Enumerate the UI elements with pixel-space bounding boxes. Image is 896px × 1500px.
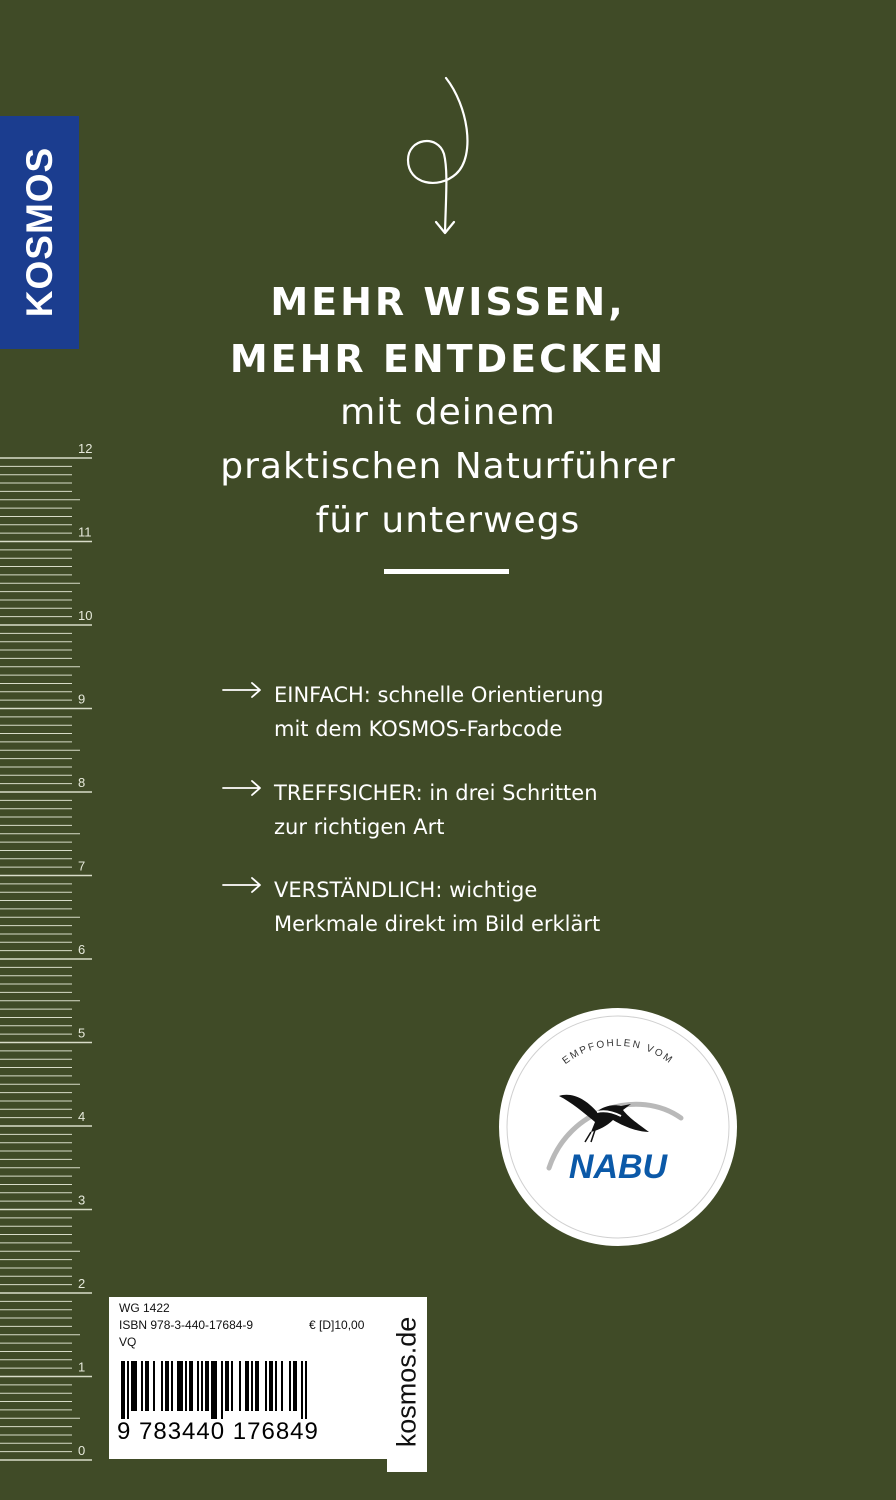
- nabu-logo: NABU: [568, 1148, 668, 1186]
- arrow-right-icon: [222, 679, 262, 701]
- barcode-bar: [189, 1361, 193, 1411]
- barcode: [121, 1361, 377, 1419]
- ruler-label: 9: [78, 691, 86, 707]
- badge-caption: EMPFOHLEN VOM: [560, 1037, 676, 1067]
- barcode-bar: [281, 1361, 283, 1411]
- nabu-recommendation-badge: [499, 1008, 737, 1246]
- barcode-bar: [265, 1361, 267, 1411]
- barcode-bar: [121, 1361, 125, 1419]
- ruler-label: 1: [78, 1359, 86, 1375]
- barcode-bar: [211, 1361, 217, 1419]
- ruler-label: 11: [78, 524, 92, 540]
- subheadline-line-2: praktischen Naturführer: [220, 446, 676, 487]
- barcode-bar: [301, 1361, 303, 1419]
- barcode-bar: [161, 1361, 163, 1411]
- barcode-bar: [275, 1361, 277, 1411]
- price: € [D]10,00: [309, 1318, 365, 1332]
- barcode-bar: [205, 1361, 209, 1411]
- ruler: [0, 430, 100, 1470]
- looped-arrow-down-icon: [398, 76, 478, 238]
- ruler-label: 4: [78, 1109, 86, 1124]
- ruler-label: 8: [78, 775, 86, 790]
- barcode-bar: [165, 1361, 169, 1411]
- arrow-right-icon: [222, 874, 262, 896]
- barcode-bar: [221, 1361, 223, 1419]
- arrow-right-icon: [222, 777, 262, 799]
- barcode-bar: [269, 1361, 273, 1411]
- publisher-logo: KOSMOS: [19, 146, 60, 318]
- barcode-bar: [127, 1361, 129, 1419]
- barcode-bar: [239, 1361, 241, 1411]
- barcode-bar: [177, 1361, 183, 1411]
- barcode-bar: [197, 1361, 199, 1411]
- isbn-number: ISBN 978-3-440-17684-9: [119, 1318, 254, 1332]
- feature-line: Merkmale direkt im Bild erklärt: [274, 912, 601, 936]
- barcode-bar: [231, 1361, 233, 1411]
- barcode-bar: [289, 1361, 291, 1411]
- feature-line: EINFACH: schnelle Orientierung: [274, 683, 604, 707]
- ruler-label: 0: [78, 1443, 86, 1458]
- barcode-bar: [293, 1361, 297, 1411]
- ruler-label: 7: [78, 858, 86, 874]
- divider-line: [384, 569, 509, 574]
- barcode-bar: [185, 1361, 187, 1411]
- feature-line: VERSTÄNDLICH: wichtige: [274, 878, 538, 902]
- feature-line: mit dem KOSMOS-Farbcode: [274, 717, 563, 741]
- subheadline-line-1: mit deinem: [340, 392, 556, 433]
- feature-line: TREFFSICHER: in drei Schritten: [274, 781, 598, 805]
- ruler-label: 3: [78, 1192, 86, 1208]
- barcode-bar: [255, 1361, 259, 1411]
- feature-line: zur richtigen Art: [274, 815, 445, 839]
- barcode-digits: 9 783440 176849: [117, 1418, 319, 1445]
- barcode-bar: [305, 1361, 307, 1419]
- barcode-bar: [141, 1361, 143, 1411]
- ruler-label: 2: [78, 1276, 86, 1291]
- feature-item: [222, 873, 742, 941]
- ruler-label: 6: [78, 942, 86, 957]
- wg-number: WG 1422: [119, 1301, 170, 1315]
- barcode-bar: [145, 1361, 149, 1411]
- barcode-label: [109, 1297, 387, 1459]
- headline-line-1: MEHR WISSEN,: [270, 280, 626, 324]
- ruler-label: 5: [78, 1025, 86, 1041]
- barcode-bar: [251, 1361, 253, 1411]
- headline-line-2: MEHR ENTDECKEN: [229, 337, 667, 381]
- vq-code: VQ: [119, 1335, 137, 1349]
- barcode-bar: [171, 1361, 173, 1411]
- ruler-label: 10: [78, 608, 93, 623]
- subheadline-line-3: für unterwegs: [315, 500, 581, 541]
- barcode-bar: [131, 1361, 137, 1411]
- ruler-label: 12: [78, 441, 93, 456]
- barcode-bar: [153, 1361, 155, 1411]
- barcode-bar: [245, 1361, 249, 1411]
- feature-item: [222, 776, 742, 844]
- barcode-bar: [201, 1361, 203, 1411]
- feature-item: [222, 678, 742, 746]
- website-url: kosmos.de: [391, 1316, 422, 1448]
- barcode-bar: [225, 1361, 229, 1411]
